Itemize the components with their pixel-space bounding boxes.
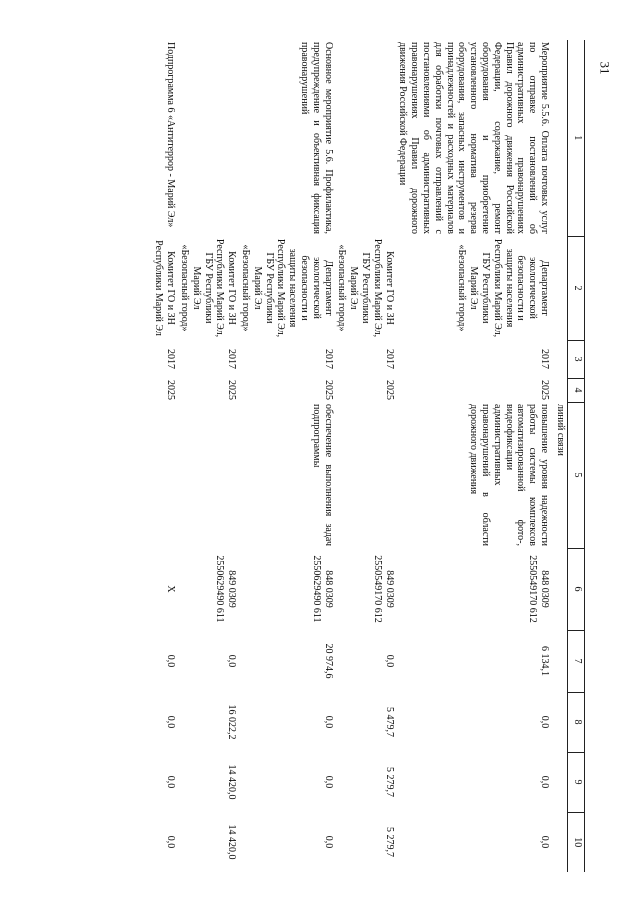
cell-result	[335, 402, 396, 548]
cell-col9: 0,0	[322, 775, 334, 789]
table-row	[335, 40, 396, 872]
continuation-text: линий связи	[555, 404, 566, 456]
col-header-4: 4	[568, 378, 585, 402]
cell-start-year: 2017	[322, 349, 334, 369]
table-row	[238, 40, 334, 872]
cell-end-year: 2025	[226, 380, 238, 400]
continuation-row	[551, 40, 568, 872]
cell-col7: 0,0	[165, 654, 177, 668]
table-row	[152, 40, 178, 872]
cell-col10: 14 420,0	[226, 824, 238, 860]
col-header-10: 10	[568, 812, 585, 872]
cell-col8: 0,0	[165, 715, 177, 729]
cell-col10: 0,0	[539, 835, 550, 849]
cell-col7: 0,0	[226, 654, 238, 668]
cell-activity	[177, 40, 238, 236]
cell-result: повышение уровня надежности работы системы комплексов автоматизированной фото-, видеофиксации административных правонарушений в области дорожного движения	[468, 404, 550, 546]
rotated-table-frame	[115, 40, 585, 872]
cell-result: обеспечение выполнения задач подпрограммы	[310, 404, 334, 546]
col-header-7: 7	[568, 630, 585, 692]
col-header-3: 3	[568, 340, 585, 378]
cell-executor: Департамент экологической безопасности и защиты населения Республики Марий Эл, ГБУ Республики Марий Эл «Безопасный город»	[456, 238, 550, 338]
cell-col10: 0,0	[322, 835, 334, 849]
cell-executor: Комитет ГО и ЗН Республики Марий Эл, ГБУ Республики Марий Эл «Безопасный город»	[336, 238, 395, 338]
cell-result	[152, 402, 178, 548]
cell-col8: 5 479,7	[383, 707, 395, 737]
cell-end-year: 2025	[539, 380, 550, 400]
cell-col7: 20 974,6	[322, 643, 334, 679]
col-header-6: 6	[568, 548, 585, 630]
table-row	[396, 40, 551, 872]
cell-col9: 5 279,7	[383, 767, 395, 797]
cell-col10: 5 279,7	[383, 827, 395, 857]
cell-executor: Комитет ГО и ЗН Республики Марий Эл	[153, 240, 177, 336]
cell-start-year: 2017	[539, 349, 550, 369]
program-activities-table	[152, 40, 585, 872]
cell-end-year: 2025	[322, 380, 334, 400]
cell-col8: 0,0	[539, 715, 550, 729]
cell-budget-code: 848 0309 2550629490 611	[310, 555, 334, 623]
cell-col9: 0,0	[539, 775, 550, 789]
cell-col10: 0,0	[165, 835, 177, 849]
cell-col9: 14 420,0	[226, 764, 238, 800]
header-row	[568, 40, 585, 872]
cell-budget-code: 849 0309 2550629490 611	[214, 555, 238, 623]
table-row	[177, 40, 238, 872]
cell-col8: 16 022,2	[226, 704, 238, 740]
cell-budget-code: Х	[165, 585, 177, 593]
cell-activity: Основное мероприятие 5.6. Профилактика, предупреждение и объективная фиксация правонарушений	[299, 42, 334, 234]
cell-start-year: 2017	[226, 349, 238, 369]
cell-budget-code: 849 0309 2550549170 612	[371, 555, 395, 623]
cell-activity	[335, 40, 396, 236]
col-header-8: 8	[568, 692, 585, 752]
col-header-2: 2	[568, 236, 585, 340]
cell-budget-code: 848 0309 2550549170 612	[527, 555, 550, 623]
col-header-5: 5	[568, 402, 585, 548]
col-header-1: 1	[568, 40, 585, 236]
cell-result	[177, 402, 238, 548]
page-number: 31	[597, 61, 613, 75]
col-header-9: 9	[568, 752, 585, 812]
cell-start-year: 2017	[165, 349, 177, 369]
cell-end-year: 2025	[165, 380, 177, 400]
cell-activity: Мероприятие 5.5.6. Оплата почтовых услуг по отправке постановлений об административных правонарушениях Правил дорожного движения Российской Федерации, содержание, ремонт оборудования и приобретение установленного норматива резерва оборудования, запасных инструментов и принадлежностей и расходных материалов для обработки почтовых отправлений с постановлениями об административных правонарушениях Правил дорожного движения Российской Федерации	[397, 42, 550, 234]
cell-start-year: 2017	[383, 349, 395, 369]
cell-col8: 0,0	[322, 715, 334, 729]
cell-executor: Департамент экологической безопасности и защиты населения Республики Марий Эл, ГБУ Республики Марий Эл «Безопасный город»	[240, 238, 334, 338]
cell-executor: Комитет ГО и ЗН Республики Марий Эл, ГБУ Республики Марий Эл «Безопасный город»	[179, 238, 238, 338]
cell-col7: 6 134,1	[539, 646, 550, 676]
cell-activity: Подпрограмма 6 «Антитеррор - Марий Эл»	[165, 42, 177, 228]
cell-end-year: 2025	[383, 380, 395, 400]
cell-col9: 0,0	[165, 775, 177, 789]
cell-col7: 0,0	[383, 654, 395, 668]
